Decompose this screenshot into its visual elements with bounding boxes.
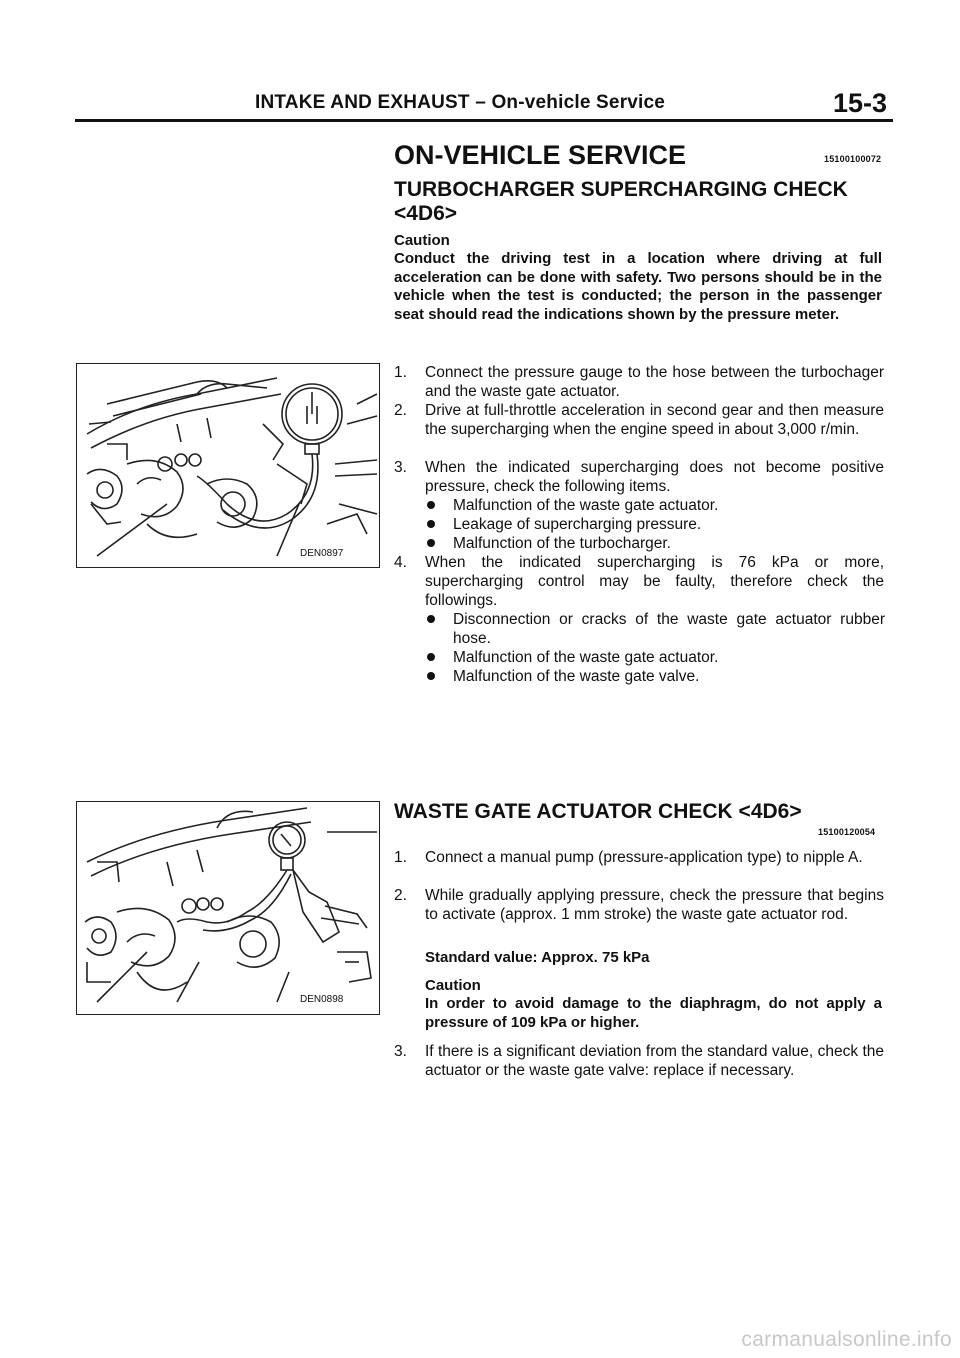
bullet-text: Malfunction of the waste gate actuator. <box>453 497 719 514</box>
step-number: 1. <box>394 849 407 866</box>
figure-pressure-gauge-hose <box>76 363 380 568</box>
header-title: INTAKE AND EXHAUST – On-vehicle Service <box>255 92 666 113</box>
turbo-step-1 <box>394 363 884 401</box>
turbo-step3-bullet-1 <box>425 496 885 515</box>
watermark: carmanualsonline.info <box>741 1328 952 1351</box>
step-text: When the indicated supercharging does not become positive pressure, check the following items. <box>425 459 884 495</box>
turbo-caution-label: Caution <box>394 232 450 249</box>
turbo-caution-text: Conduct the driving test in a location where driving at full acceleration can be done with safety. Two persons should be in the vehicle when the test is conducted; the person in the passenger seat should read the indications shown by the pressure meter. <box>394 250 882 323</box>
turbo-step4-bullet-3 <box>425 667 885 686</box>
header-rule <box>75 119 893 122</box>
turbo-step-3 <box>394 458 884 496</box>
waste-gate-step-1 <box>394 848 884 867</box>
bullet-dot <box>427 653 435 661</box>
step-text: When the indicated supercharging is 76 kPa or more, supercharging control may be faulty, therefore check the followings. <box>425 554 884 609</box>
bullet-text: Disconnection or cracks of the waste gate actuator rubber hose. <box>453 611 885 647</box>
bullet-text: Malfunction of the turbocharger. <box>453 535 671 552</box>
waste-gate-check-title: WASTE GATE ACTUATOR CHECK <4D6> <box>394 800 802 823</box>
standard-value: Standard value: Approx. 75 kPa <box>425 949 650 966</box>
section-code: 15100100072 <box>824 154 882 164</box>
turbo-step4-bullet-2 <box>425 648 885 667</box>
step-number: 2. <box>394 402 407 419</box>
step-number: 2. <box>394 887 407 904</box>
figure-code-2: DEN0898 <box>300 994 344 1005</box>
bullet-text: Leakage of supercharging pressure. <box>453 516 702 533</box>
step-text: While gradually applying pressure, check the pressure that begins to activate (approx. 1 mm stroke) the waste gate actuator rod. <box>425 887 884 923</box>
step-number: 1. <box>394 364 407 381</box>
waste-gate-step-3 <box>394 1042 884 1080</box>
step-text: If there is a significant deviation from the standard value, check the actuator or the waste gate valve: replace if necessary. <box>425 1043 884 1079</box>
page-header <box>75 88 893 122</box>
figure-manual-pump <box>76 801 380 1015</box>
step-text: Connect a manual pump (pressure-application type) to nipple A. <box>425 849 863 866</box>
bullet-dot <box>427 520 435 528</box>
bullet-dot <box>427 672 435 680</box>
step-text: Connect the pressure gauge to the hose between the turbochager and the waste gate actuator. <box>425 364 884 400</box>
waste-gate-code: 15100120054 <box>818 827 876 837</box>
waste-gate-caution-text: In order to avoid damage to the diaphragm, do not apply a pressure of 109 kPa or higher. <box>425 995 882 1031</box>
turbo-step3-bullet-2 <box>425 515 885 534</box>
turbo-check-title: TURBOCHARGER SUPERCHARGING CHECK <4D6> <box>394 178 848 225</box>
bullet-dot <box>427 539 435 547</box>
waste-gate-caution-label: Caution <box>425 977 481 994</box>
engine-illustration-1 <box>77 364 379 567</box>
step-number: 3. <box>394 459 407 476</box>
step-text: Drive at full-throttle acceleration in second gear and then measure the supercharging when the engine speed in about 3,000 r/min. <box>425 402 884 438</box>
figure-code-1: DEN0897 <box>300 548 344 559</box>
bullet-text: Malfunction of the waste gate valve. <box>453 668 700 685</box>
turbo-step3-bullet-3 <box>425 534 885 553</box>
section-title: ON-VEHICLE SERVICE <box>394 140 687 170</box>
bullet-dot <box>427 615 435 623</box>
bullet-dot <box>427 501 435 509</box>
step-number: 4. <box>394 554 407 571</box>
page-number: 15-3 <box>832 88 887 118</box>
engine-illustration-2 <box>77 802 379 1014</box>
turbo-step4-bullet-1 <box>425 610 885 648</box>
bullet-text: Malfunction of the waste gate actuator. <box>453 649 719 666</box>
turbo-step-4 <box>394 553 884 610</box>
waste-gate-step-2 <box>394 886 884 924</box>
turbo-step-2 <box>394 401 884 439</box>
step-number: 3. <box>394 1043 407 1060</box>
